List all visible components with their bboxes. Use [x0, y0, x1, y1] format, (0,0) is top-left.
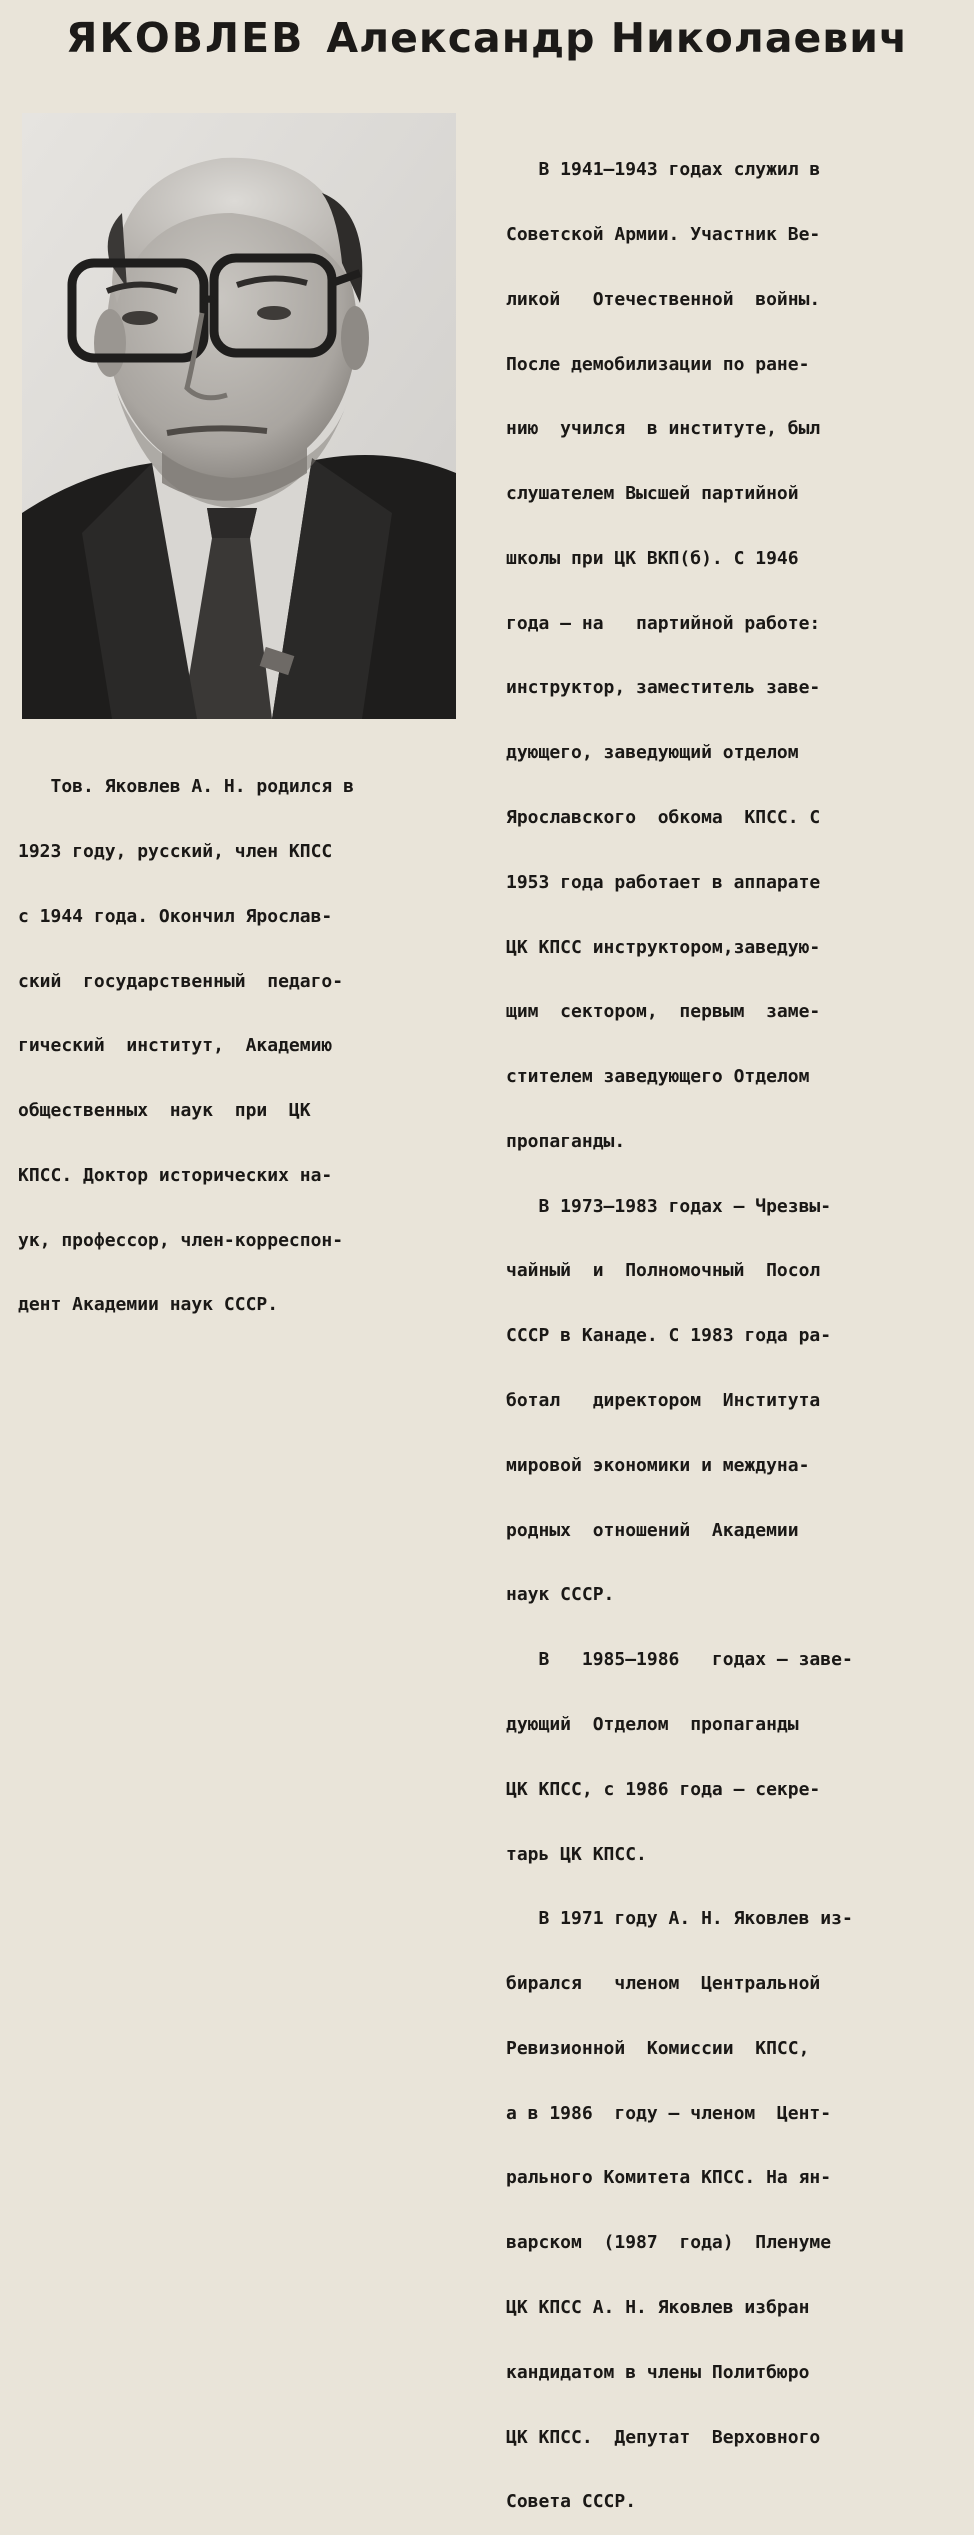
biography-line: нию учился в институте, был — [506, 418, 821, 440]
caption-line: Тов. Яковлев А. Н. родился в — [18, 776, 354, 798]
biography-line: ЦК КПСС А. Н. Яковлев избран — [506, 2296, 810, 2318]
caption-line: дент Академии наук СССР. — [18, 1294, 279, 1316]
title-given-names: Александр Николаевич — [326, 14, 909, 62]
biography-line: Ревизионной Комиссии КПСС, — [506, 2037, 810, 2059]
caption-line: ук, профессор, член-корреспон- — [18, 1229, 344, 1251]
biography-line: СССР в Канаде. С 1983 года ра- — [506, 1325, 832, 1347]
biography-line: ЦК КПСС инструктором,заведую- — [506, 936, 821, 958]
biography-line: После демобилизации по ране- — [506, 353, 810, 375]
biography-line: Ярославского обкома КПСС. С — [506, 807, 821, 828]
biography-line: наук СССР. — [506, 1584, 615, 1606]
biography-line: инструктор, заместитель заве- — [506, 677, 821, 699]
biography-line: В 1973—1983 годах — Чрезвы- — [506, 1195, 832, 1217]
biography-line: Советской Армии. Участник Ве- — [506, 223, 821, 245]
biography-line: щим сектором, первым заме- — [506, 1001, 821, 1023]
caption-line: гический институт, Академию — [18, 1035, 333, 1057]
caption-line: общественных наук при ЦК — [18, 1100, 311, 1122]
biography-line: В 1941—1943 годах служил в — [506, 159, 821, 181]
biography-line: пропаганды. — [506, 1130, 626, 1152]
biography-line: В 1971 году А. Н. Яковлев из- — [506, 1908, 853, 1930]
biography-line: варском (1987 года) Пленуме — [506, 2232, 832, 2254]
biography-line: В 1985—1986 годах — заве- — [506, 1649, 853, 1671]
caption-line: с 1944 года. Окончил Ярослав- — [18, 905, 333, 927]
biography-line: Совета СССР. — [506, 2491, 637, 2513]
caption-line: 1923 году, русский, член КПСС — [18, 840, 333, 862]
title-surname: ЯКОВЛЕВ — [65, 14, 305, 62]
caption-line: ский государственный педаго- — [18, 970, 344, 992]
biography-line: мировой экономики и междуна- — [506, 1454, 810, 1476]
biography-line: дующий Отделом пропаганды — [506, 1713, 799, 1735]
portrait-caption — [18, 733, 468, 1338]
biography-line: ЦК КПСС. Депутат Верховного — [506, 2426, 821, 2448]
biography-line: ликой Отечественной войны. — [506, 288, 821, 310]
biography-line: а в 1986 году — членом Цент- — [506, 2102, 832, 2124]
biography-line: бирался членом Центральной — [506, 1973, 821, 1995]
biography-line: ЦК КПСС, с 1986 года — секре- — [506, 1778, 821, 1800]
biography-column — [506, 116, 954, 2535]
biography-line: тарь ЦК КПСС. — [506, 1843, 647, 1865]
biography-line: родных отношений Академии — [506, 1519, 799, 1541]
biography-line: школы при ЦК ВКП(б). С 1946 — [506, 547, 799, 569]
biography-line: чайный и Полномочный Посол — [506, 1260, 821, 1282]
biography-line: слушателем Высшей партийной — [506, 483, 799, 505]
biography-line: рального Комитета КПСС. На ян- — [506, 2167, 832, 2189]
biography-line: стителем заведующего Отделом — [506, 1066, 810, 1088]
biography-line: ботал директором Института — [506, 1390, 821, 1412]
biography-line: года — на партийной работе: — [506, 612, 821, 634]
biography-line: дующего, заведующий отделом — [506, 742, 799, 764]
caption-line: КПСС. Доктор исторических на- — [18, 1164, 333, 1186]
biography-line: кандидатом в члены Политбюро — [506, 2361, 810, 2383]
page-title — [0, 14, 974, 62]
portrait-photo — [22, 113, 456, 719]
biography-line: 1953 года работает в аппарате — [506, 871, 821, 893]
